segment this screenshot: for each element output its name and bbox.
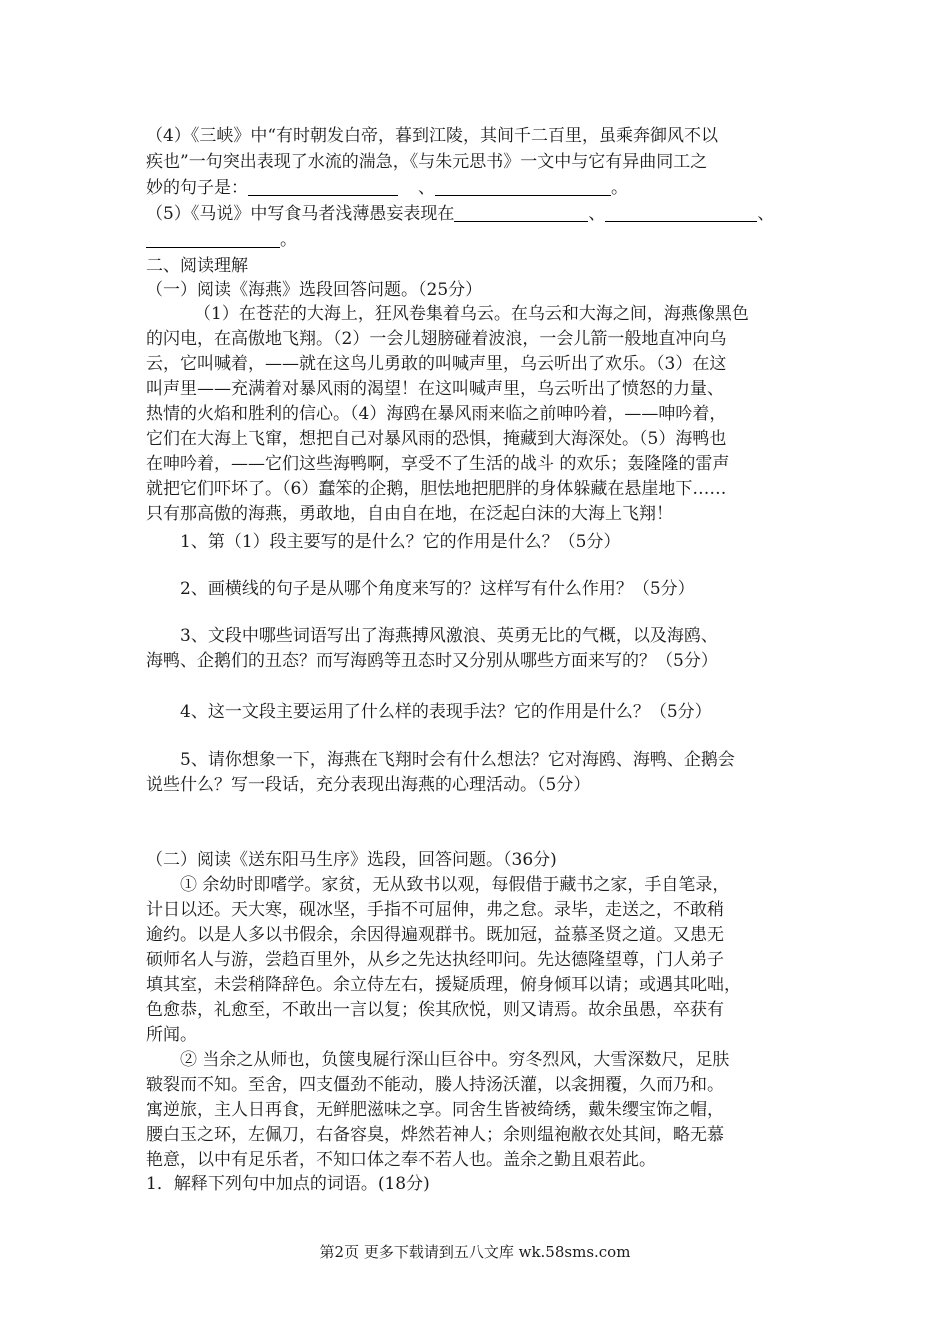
q4-line-1: （4）《三峡》中“有时朝发白帝，暮到江陵，其间千二百里，虽乘奔御风不以: [146, 126, 719, 146]
question-5-line-2: 说些什么？写一段话，充分表现出海燕的心理活动。（5分）: [146, 775, 591, 795]
q5-line-1: [146, 202, 774, 227]
passage-line: ① 余幼时即嗜学。家贫，无从致书以观，每假借于藏书之家，手自笔录，: [180, 875, 730, 895]
q4-line-3-prefix: 妙的句子是：: [146, 178, 248, 198]
q4-line-3: [146, 176, 628, 201]
passage-line: 色愈恭，礼愈至，不敢出一言以复；俟其欣悦，则又请焉。故余虽愚，卒获有: [146, 1000, 724, 1020]
separator: 、: [418, 178, 435, 198]
passage-line: 所闻。: [146, 1025, 197, 1045]
passage-line: 在呻吟着，——它们这些海鸭啊，享受不了生活的战斗 的欢乐；轰隆隆的雷声: [146, 454, 730, 474]
end-mark: 。: [611, 178, 628, 198]
passage-line: 云，它叫喊着，——就在这鸟儿勇敢的叫喊声里，乌云听出了欢乐。（3）在这: [146, 354, 727, 374]
part2-title: （二）阅读《送东阳马生序》选段，回答问题。（36分): [146, 850, 557, 870]
passage-line: 它们在大海上飞窜，想把自己对暴风雨的恐惧，掩藏到大海深处。（5）海鸭也: [146, 429, 727, 449]
passage-line: 硕师名人与游，尝趋百里外，从乡之先达执经叩问。先达德隆望尊，门人弟子: [146, 950, 724, 970]
question-2: 2、画横线的句子是从哪个角度来写的？这样写有什么作用？（5分）: [180, 579, 695, 599]
passage-line: 寓逆旅，主人日再食，无鲜肥滋味之享。同舍生皆被绮绣，戴朱缨宝饰之帽，: [146, 1100, 724, 1120]
passage-line: 只有那高傲的海燕，勇敢地，自由自在地，在泛起白沫的大海上飞翔！: [146, 504, 673, 524]
answer-blank[interactable]: [146, 229, 280, 248]
question-1: 1、第（1）段主要写的是什么？它的作用是什么？（5分）: [180, 532, 621, 552]
question-4: 4、这一文段主要运用了什么样的表现手法？它的作用是什么？（5分）: [180, 702, 712, 722]
passage-line: （1）在苍茫的大海上，狂风卷集着乌云。在乌云和大海之间，海燕像黑色: [194, 304, 749, 324]
passage-line: 就把它们吓坏了。（6）蠢笨的企鹅，胆怯地把肥胖的身体躲藏在悬崖地下……: [146, 479, 727, 499]
task-1: 1．解释下列句中加点的词语。(18分): [146, 1174, 430, 1194]
passage-line: 热情的火焰和胜利的信心。（4）海鸥在暴风雨来临之前呻吟着，——呻吟着，: [146, 404, 727, 424]
answer-blank[interactable]: [454, 203, 588, 222]
question-3-line-2: 海鸭、企鹅们的丑态？而写海鸥等丑态时又分别从哪些方面来写的？（5分）: [146, 651, 718, 671]
separator: 、: [757, 204, 775, 224]
answer-blank[interactable]: [435, 177, 611, 196]
passage-line: 的闪电，在高傲地飞翔。（2）一会儿翅膀碰着波浪，一会儿箭一般地直冲向乌: [146, 329, 727, 349]
passage-line: 叫声里——充满着对暴风雨的渴望！在这叫喊声里，乌云听出了愤怒的力量、: [146, 379, 724, 399]
passage-line: 皲裂而不知。至舍，四支僵劲不能动，媵人持汤沃灌，以衾拥覆，久而乃和。: [146, 1075, 724, 1095]
answer-blank[interactable]: [605, 203, 757, 222]
passage-line: 计日以还。天大寒，砚冰坚，手指不可屈伸，弗之怠。录毕，走送之，不敢稍: [146, 900, 724, 920]
passage-line: 填其室，未尝稍降辞色。余立侍左右，援疑质理，俯身倾耳以请；或遇其叱咄，: [146, 975, 741, 995]
question-5-line-1: 5、请你想象一下，海燕在飞翔时会有什么想法？它对海鸥、海鸭、企鹅会: [180, 750, 735, 770]
section-title: 二、阅读理解: [146, 256, 248, 276]
q4-line-2: 疾也”一句突出表现了水流的湍急，《与朱元思书》一文中与它有异曲同工之: [146, 152, 708, 172]
passage-line: ② 当余之从师也，负箧曳屣行深山巨谷中。穷冬烈风，大雪深数尺，足肤: [180, 1050, 730, 1070]
separator: 、: [588, 204, 606, 224]
answer-blank[interactable]: [248, 177, 398, 196]
passage-line: 逾约。以是人多以书假余，余因得遍观群书。既加冠，益慕圣贤之道。又患无: [146, 925, 724, 945]
part1-title: （一）阅读《海燕》选段回答问题。（25分）: [146, 280, 483, 300]
page-footer: 第2页 更多下载请到五八文库 wk.58sms.com: [319, 1243, 631, 1261]
passage-line: 艳意，以中有足乐者，不知口体之奉不若人也。盖余之勤且艰若此。: [146, 1150, 656, 1170]
q5-line-2: [146, 228, 297, 253]
q5-prefix: （5）《马说》中写食马者浅薄愚妄表现在: [146, 204, 455, 224]
passage-line: 腰白玉之环，左佩刀，右备容臭，烨然若神人；余则缊袍敝衣处其间，略无慕: [146, 1125, 724, 1145]
end-mark: 。: [280, 230, 297, 250]
question-3-line-1: 3、文段中哪些词语写出了海燕搏风激浪、英勇无比的气概，以及海鸥、: [180, 626, 718, 646]
